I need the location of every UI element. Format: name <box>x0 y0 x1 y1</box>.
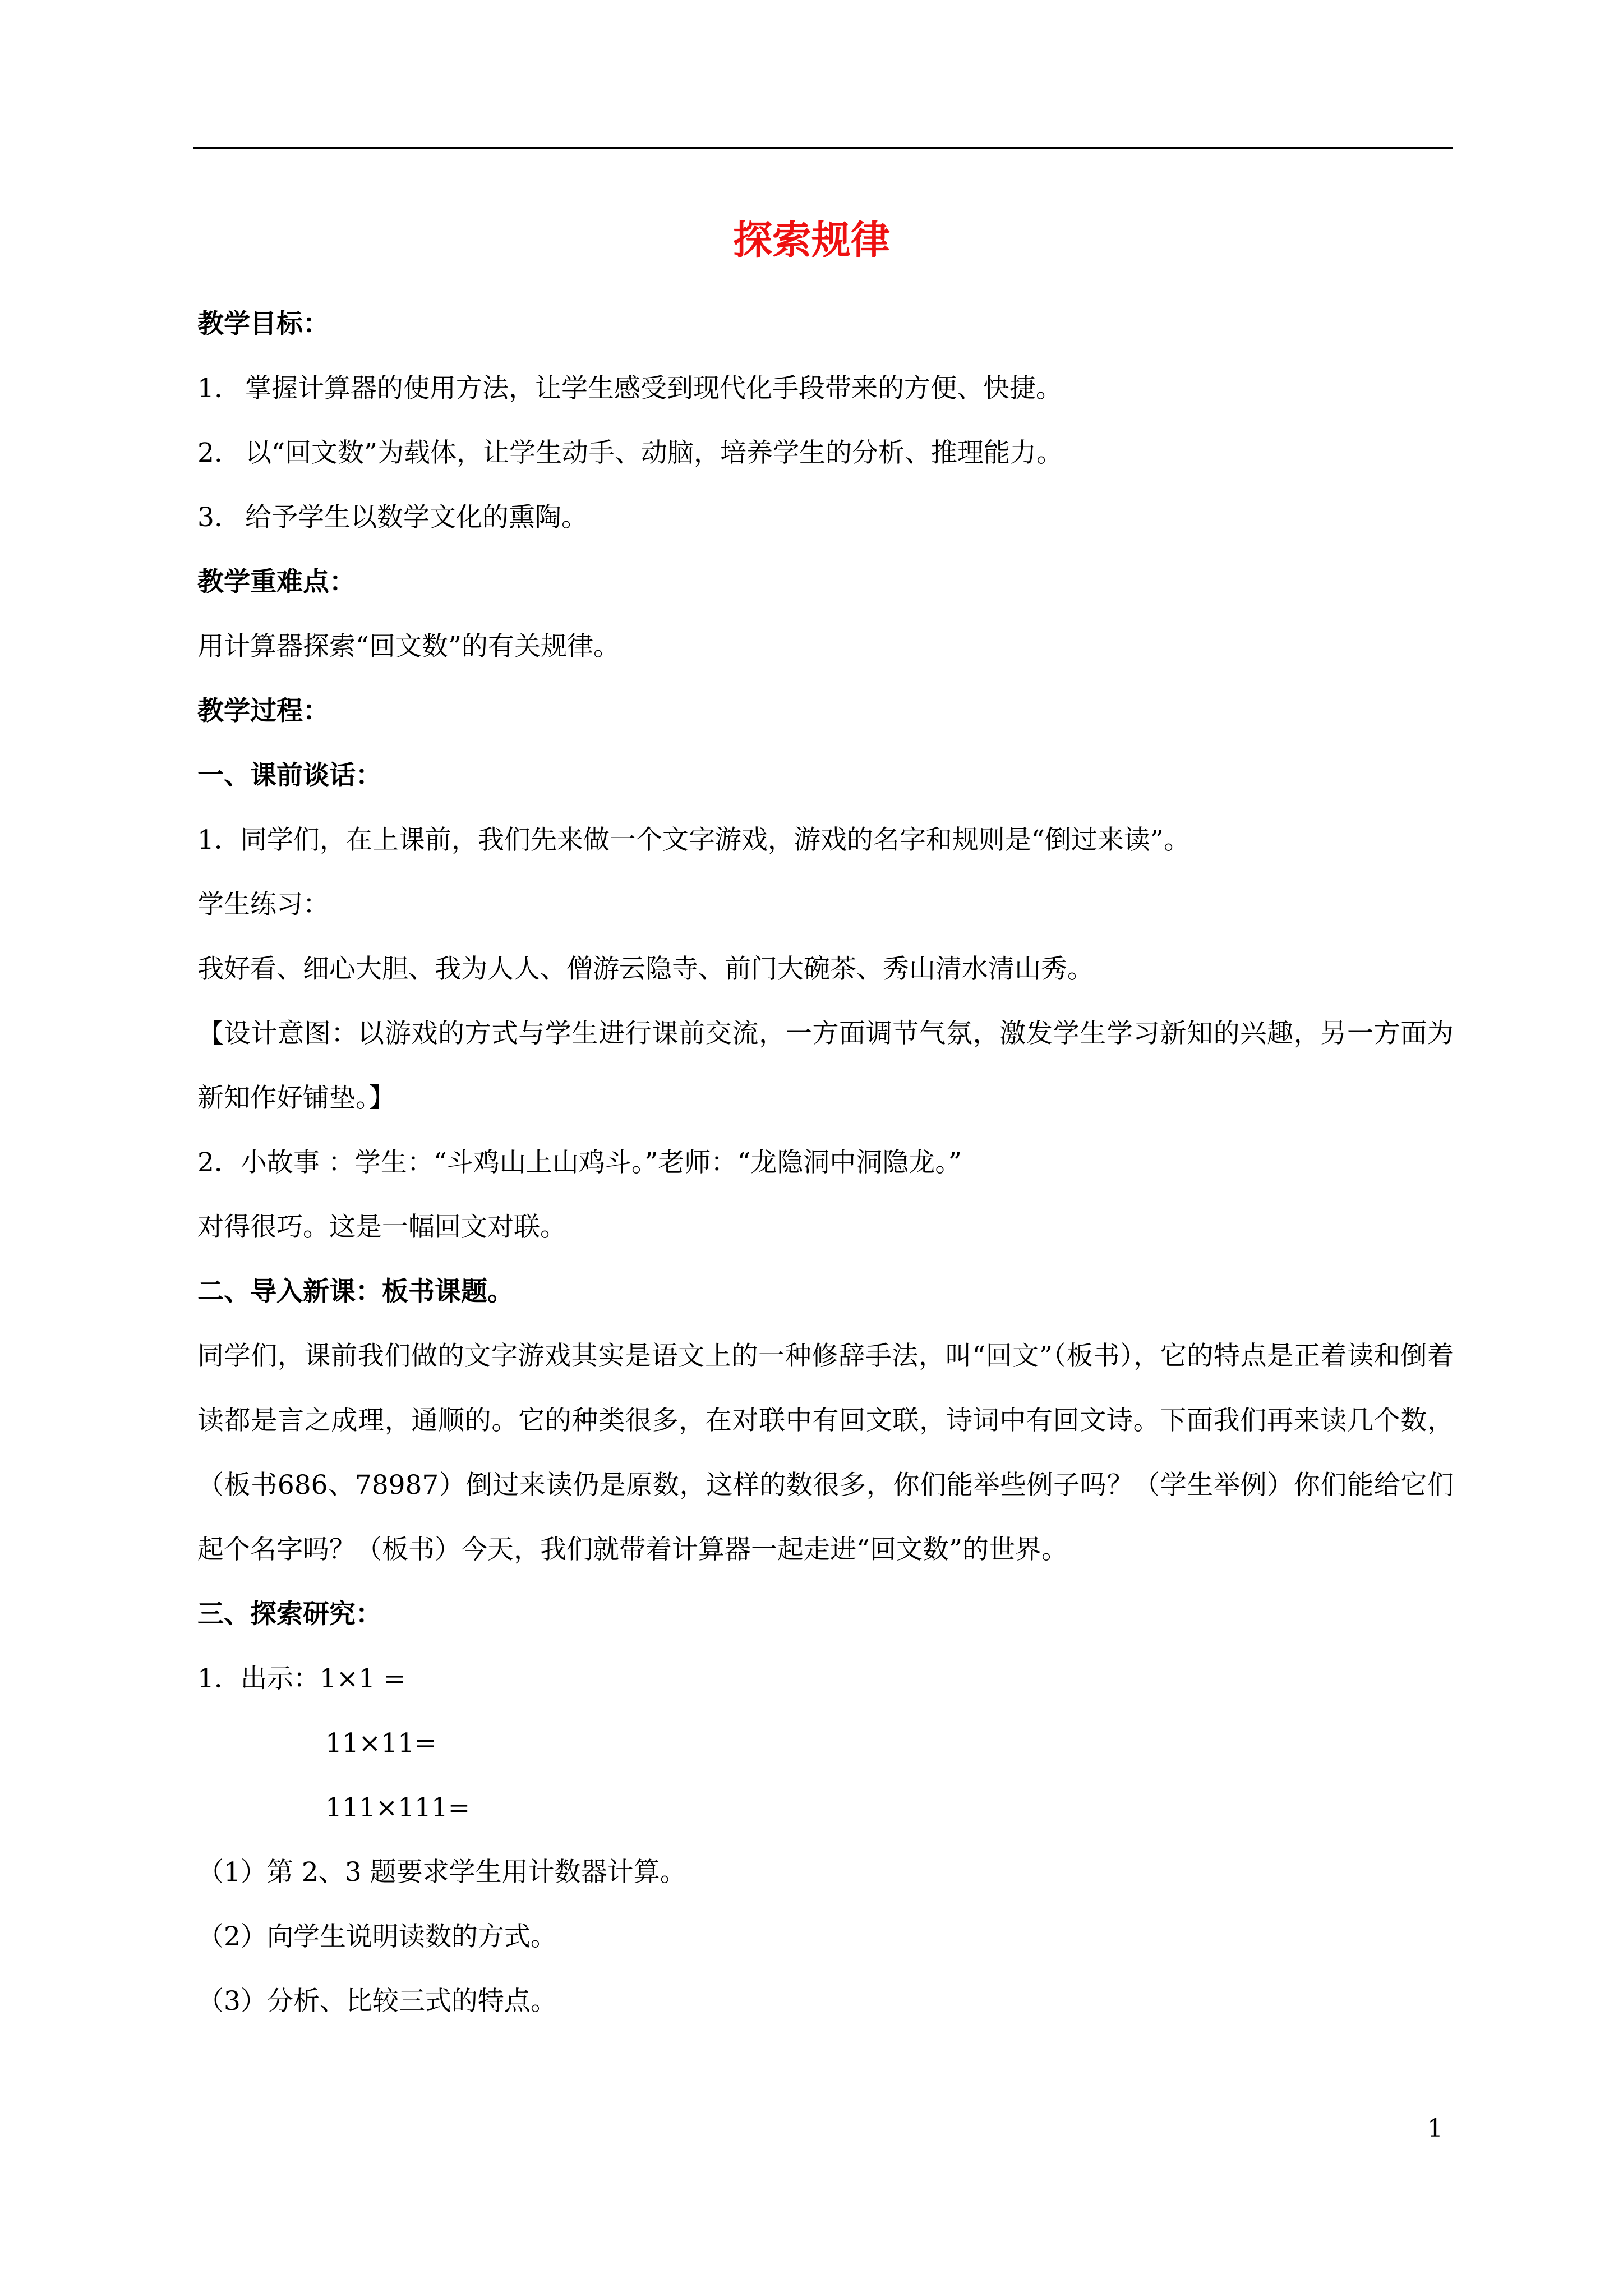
part1-heading: 一、课前谈话： <box>197 760 382 791</box>
page-number: 1 <box>1427 2114 1443 2143</box>
equation-line: 11×11= <box>325 1728 437 1759</box>
objective-item <box>197 485 1454 550</box>
design-intent: 【设计意图：以游戏的方式与学生进行课前交流，一方面调节气氛，激发学生学习新知的兴趣，另一方面为新知作好铺垫。】 <box>197 1018 1454 1114</box>
objective-text: 以“回文数”为载体，让学生动手、动脑，培养学生的分析、推理能力。 <box>245 438 1063 468</box>
page-title: 探索规律 <box>733 217 890 263</box>
objective-number: 1. <box>197 373 223 404</box>
objective-number: 3. <box>197 502 223 533</box>
header-rule <box>193 147 1453 149</box>
objective-text: 给予学生以数学文化的熏陶。 <box>245 502 588 533</box>
part1-item2: 2．小故事 ：学生：“斗鸡山上山鸡斗。”老师：“龙隐洞中洞隐龙。” <box>197 1147 962 1178</box>
part2-heading: 二、导入新课：板书课题。 <box>197 1276 514 1307</box>
objective-item <box>197 356 1454 421</box>
objectives-heading: 教学目标： <box>197 309 329 339</box>
equation-line: 111×111= <box>325 1792 471 1823</box>
key-points-heading: 教学重难点： <box>197 567 356 597</box>
couplet-note: 对得很巧。这是一幅回文对联。 <box>197 1212 566 1243</box>
key-points-text: 用计算器探索“回文数”的有关规律。 <box>197 631 620 662</box>
objective-text: 掌握计算器的使用方法，让学生感受到现代化手段带来的方便、快捷。 <box>245 373 1062 404</box>
process-heading: 教学过程： <box>197 696 329 726</box>
part1-item1: 1．同学们，在上课前，我们先来做一个文字游戏，游戏的名字和规则是“倒过来读”。 <box>197 825 1190 855</box>
student-practice-label: 学生练习： <box>197 889 329 920</box>
objective-item <box>197 421 1454 485</box>
sub-item: （3）分析、比较三式的特点。 <box>197 1986 557 2017</box>
document-body <box>197 292 1454 2033</box>
sub-item: （1）第 2、3 题要求学生用计数器计算。 <box>197 1857 686 1888</box>
practice-examples: 我好看、细心大胆、我为人人、僧游云隐寺、前门大碗茶、秀山清水清山秀。 <box>197 954 1094 984</box>
part3-heading: 三、探索研究： <box>197 1599 382 1630</box>
part2-paragraph: 同学们，课前我们做的文字游戏其实是语文上的一种修辞手法，叫“回文”（板书），它的特点是正着读和倒着读都是言之成理，通顺的。它的种类很多，在对联中有回文联，诗词中有回文诗。下面我们再来读几个数，（板书686、78987）倒过来读仍是原数，这样的数很多，你们能举些例子吗？（学生举例）你们能给它们起个名字吗？（板书）今天，我们就带着计算器一起走进“回文数”的世界。 <box>197 1341 1454 1565</box>
objective-number: 2. <box>197 438 223 468</box>
sub-item: （2）向学生说明读数的方式。 <box>197 1921 557 1952</box>
part3-item1: 1．出示：1×1 = <box>197 1663 406 1694</box>
